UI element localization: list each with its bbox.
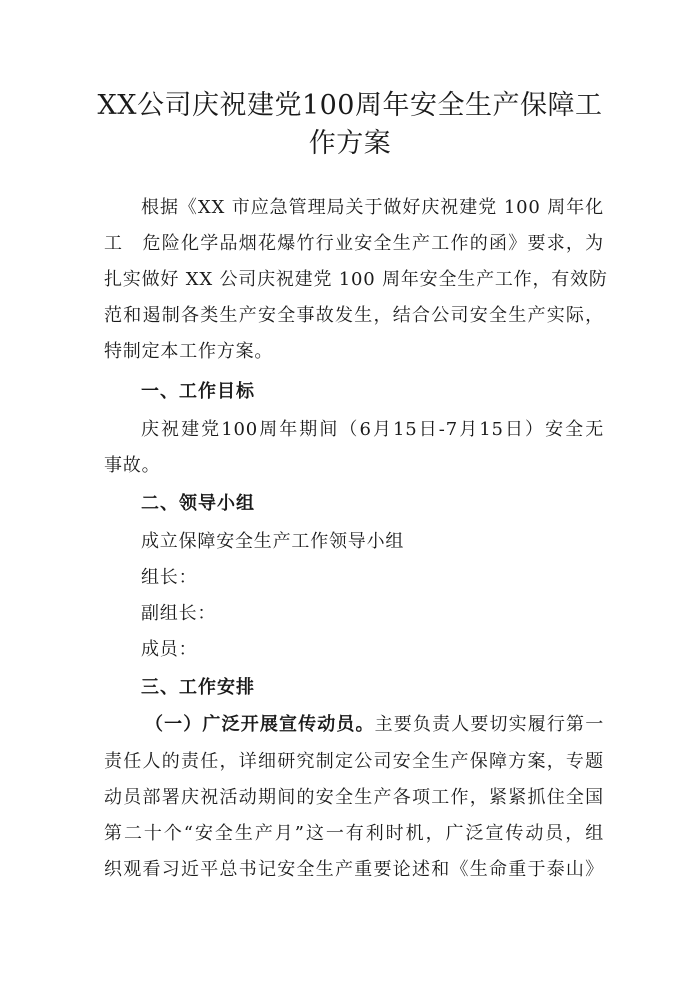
section-3-item-1-first-line <box>145 713 604 737</box>
section-1-line-2: 事故。 <box>104 455 161 476</box>
section-3-item-1-line-5: 织观看习近平总书记安全生产重要论述和《生命重于泰山》 <box>104 859 604 880</box>
document-title-line-1: XX公司庆祝建党100周年安全生产保障工 <box>97 90 603 121</box>
intro-line-1: 根据《XX 市应急管理局关于做好庆祝建党 100 周年化 <box>141 197 604 218</box>
section-3-item-1-line-4: 第二十个“安全生产月”这一有利时机，广泛宣传动员，组 <box>104 823 604 844</box>
section-3-heading: 三、工作安排 <box>141 677 255 698</box>
deputy-leader-label: 副组长： <box>141 603 217 624</box>
intro-line-3: 扎实做好 XX 公司庆祝建党 100 周年安全生产工作，有效防 <box>104 269 608 290</box>
intro-line-2: 工 危险化学品烟花爆竹行业安全生产工作的函》要求，为 <box>104 233 604 254</box>
section-2-intro: 成立保障安全生产工作领导小组 <box>141 531 405 552</box>
members-label: 成员： <box>141 639 198 660</box>
intro-line-5: 特制定本工作方案。 <box>104 341 274 362</box>
document-title-line-2: 作方案 <box>308 128 392 159</box>
section-1-heading: 一、工作目标 <box>141 381 255 402</box>
group-leader-label: 组长： <box>141 567 198 588</box>
section-3-item-1-heading: （一）广泛开展宣传动员。 <box>145 714 375 735</box>
section-3-item-1-line-3: 动员部署庆祝活动期间的安全生产各项工作，紧紧抓住全国 <box>104 787 604 808</box>
section-1-line-1: 庆祝建党100周年期间（6月15日-7月15日）安全无 <box>141 419 604 440</box>
section-2-heading: 二、领导小组 <box>141 493 255 514</box>
intro-line-4: 范和遏制各类生产安全事故发生，结合公司安全生产实际， <box>104 305 604 326</box>
section-3-item-1-line-2: 责任人的责任，详细研究制定公司安全生产保障方案，专题 <box>104 751 604 772</box>
section-3-item-1-first-text: 主要负责人要切实履行第一 <box>374 714 604 735</box>
